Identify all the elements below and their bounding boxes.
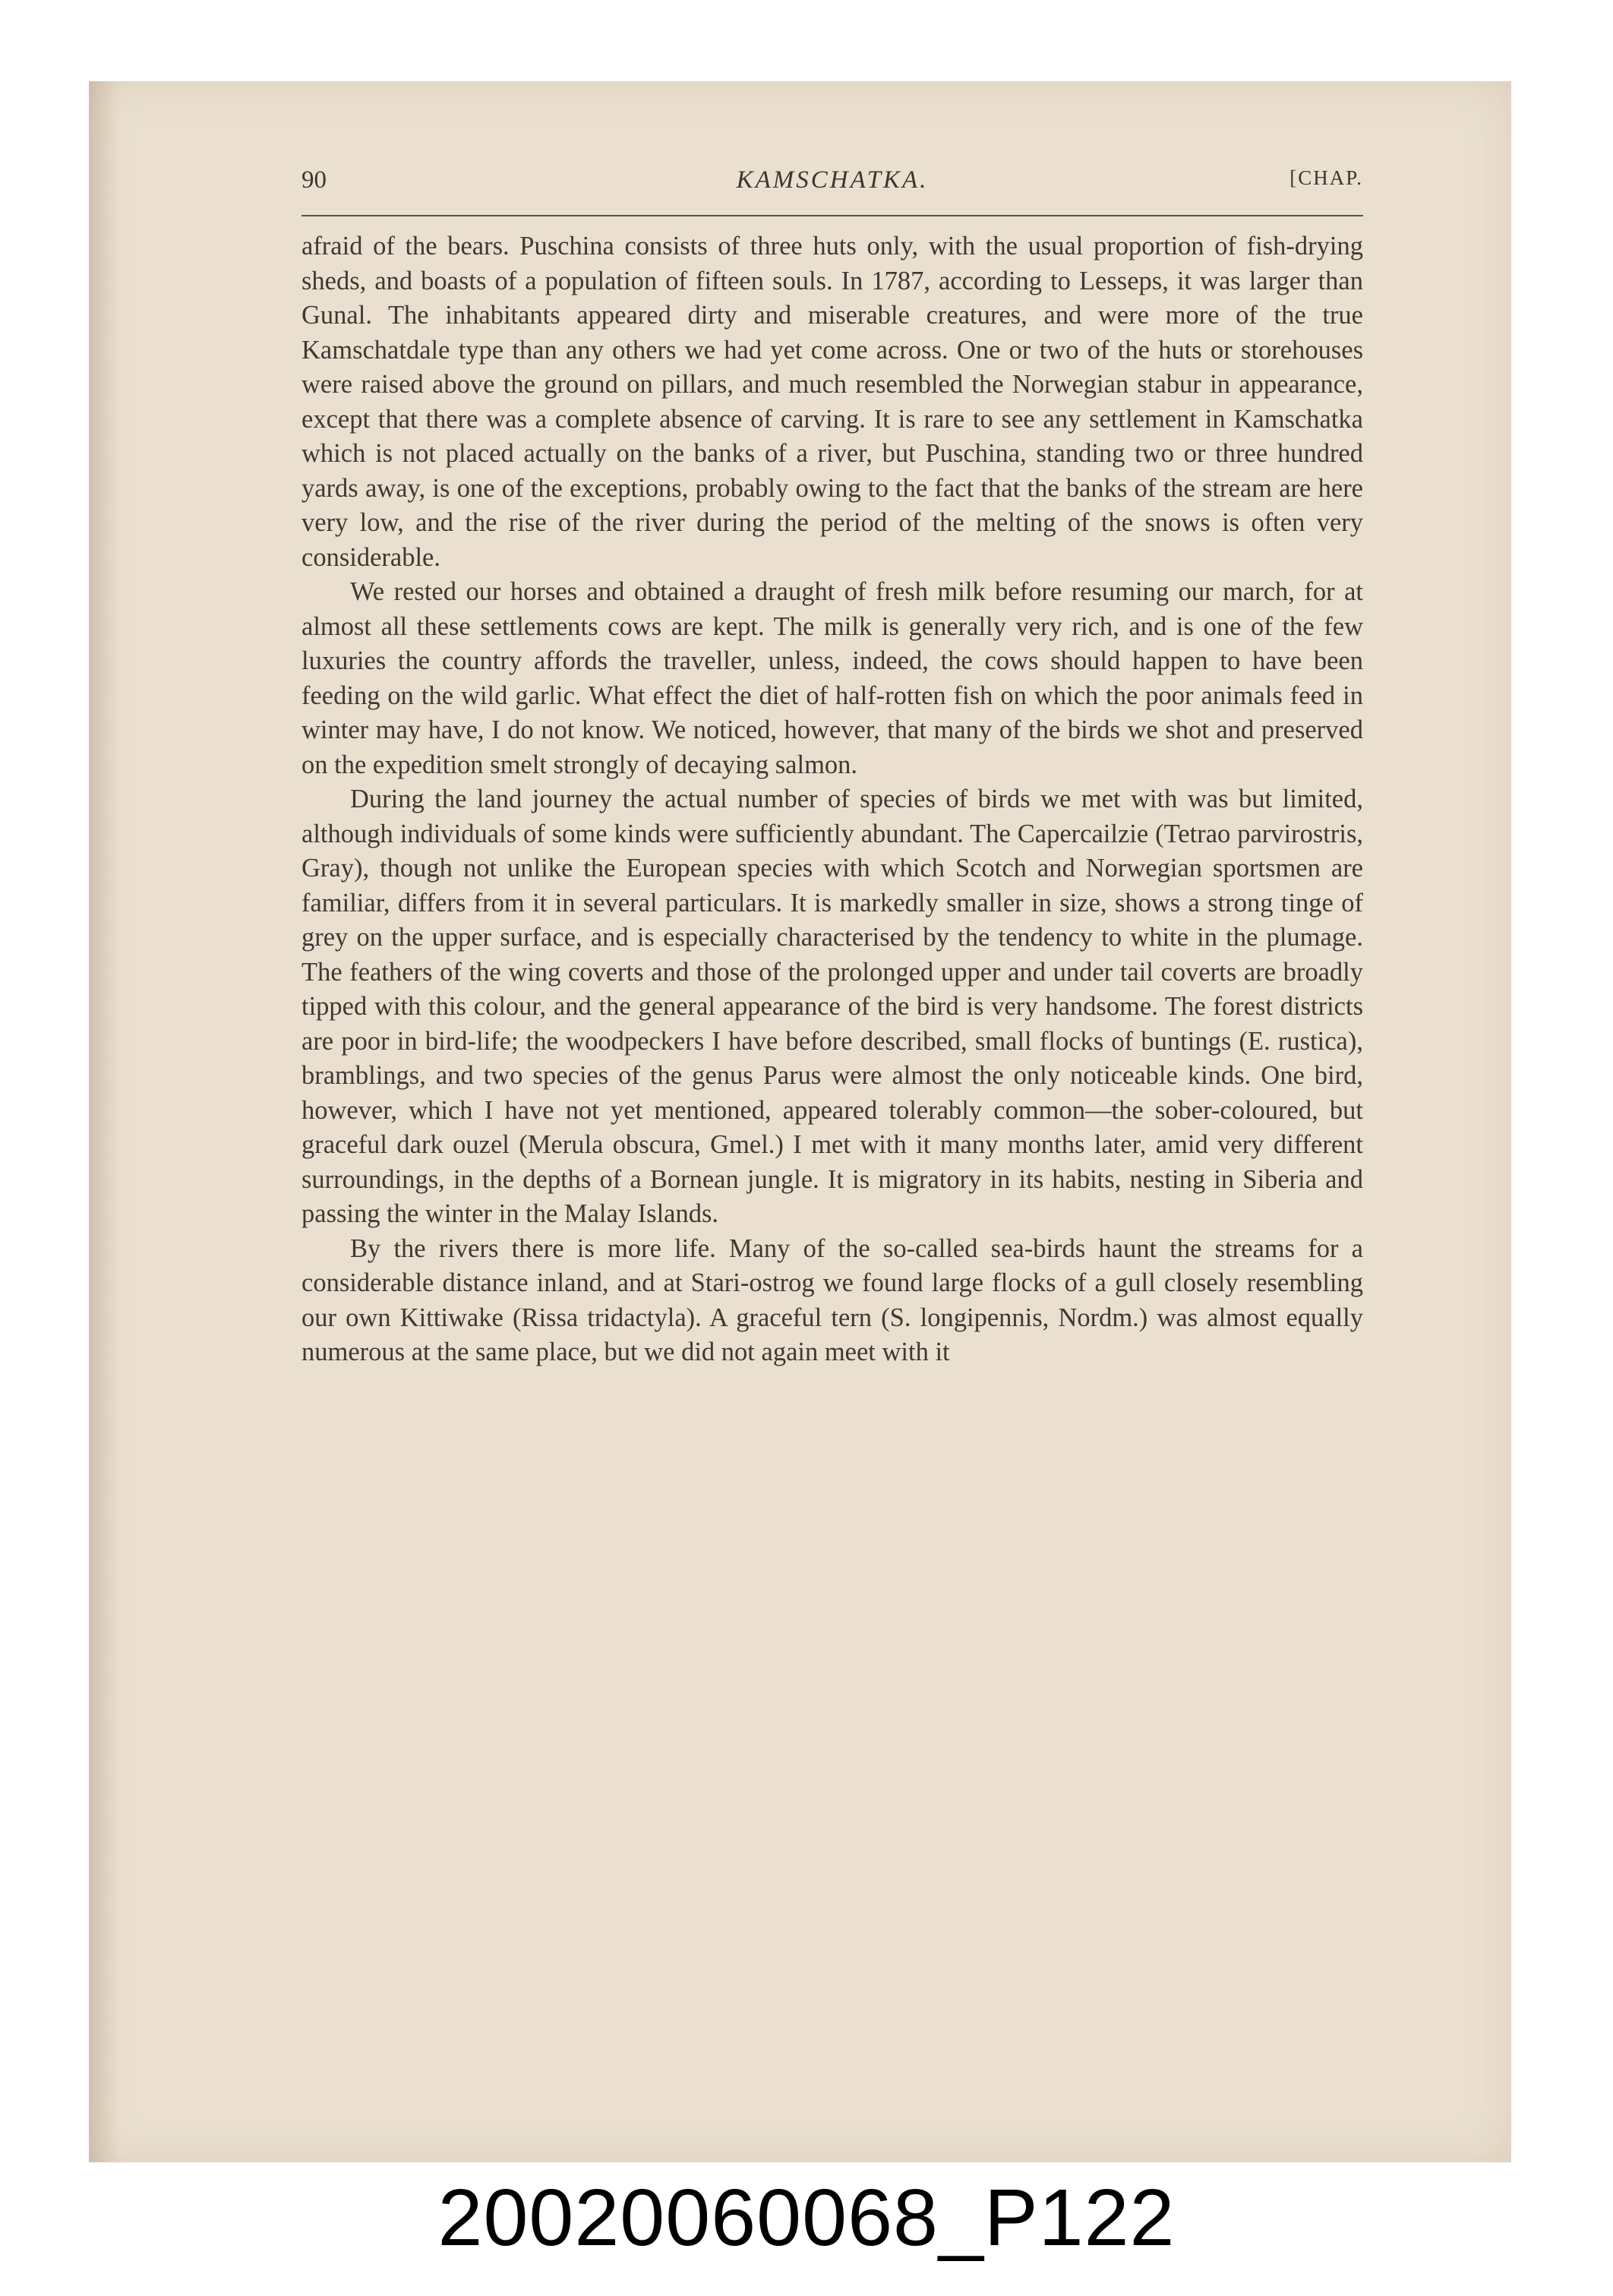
paragraph-1: afraid of the bears. Puschina consists of three huts only, with the usual proportion of fish-drying sheds, and boasts of a population of fifteen souls. In 1787, according to Lesseps, it was larger than Gunal. The inhabitants appeared dirty and miserable creatures, and were more of the true Kamschatdale type than any others we had yet come across. One or two of the huts or storehouses were raised above the ground on pillars, and much resembled the Norwegian stabur in appearance, except that there was a complete absence of carving. It is rare to see any settlement in Kamschatka which is not placed actually on the banks of a river, but Puschina, standing two or three hundred yards away, is one of the exceptions, probably owing to the fact that the banks of the stream are here very low, and the rise of the river during the period of the melting of the snows is often very considerable. — [301, 232, 1363, 572]
page-number: 90 — [301, 166, 327, 194]
running-title: KAMSCHATKA. — [736, 166, 929, 194]
header-rule — [301, 215, 1363, 216]
running-head — [301, 166, 1363, 204]
archive-id-caption: 20020060068_P122 — [437, 2173, 1176, 2263]
paragraph-3: During the land journey the actual number of species of birds we met with was but limited, although individuals of some kinds were sufficiently abundant. The Capercailzie (Tetrao parvirostris, Gray), though not unlike the European species with which Scotch and Norwegian sportsmen are familiar, differs from it in several particulars. It is markedly smaller in size, shows a strong tinge of grey on the upper surface, and is especially characterised by the tendency to white in the plumage. The feathers of the wing coverts and those of the prolonged upper and under tail coverts are broadly tipped with this colour, and the general appearance of the bird is very handsome. The forest districts are poor in bird-life; the woodpeckers I have before described, small flocks of buntings (E. rustica), bramblings, and two species of the genus Parus were almost the only noticeable kinds. One bird, however, which I have not yet mentioned, appeared tolerably common—the sober-coloured, but graceful dark ouzel (Merula obscura, Gmel.) I met with it many months later, amid very different surroundings, in the depths of a Bornean jungle. It is migratory in its habits, nesting in Siberia and passing the winter in the Malay Islands. — [301, 785, 1363, 1228]
body-text — [301, 229, 1363, 1370]
paragraph-2: We rested our horses and obtained a draught of fresh milk before resuming our march, for at almost all these settlements cows are kept. The milk is generally very rich, and is one of the few luxuries the country affords the traveller, unless, indeed, the cows should happen to have been feeding on the wild garlic. What effect the diet of half-rotten fish on which the poor animals feed in winter may have, I do not know. We noticed, however, that many of the birds we shot and preserved on the expedition smelt strongly of decaying salmon. — [301, 577, 1363, 779]
paragraph-4: By the rivers there is more life. Many of the so-called sea-birds haunt the streams for a considerable distance inland, and at Stari-ostrog we found large flocks of a gull closely resembling our own Kittiwake (Rissa tridactyla). A graceful tern (S. longipennis, Nordm.) was almost equally numerous at the same place, but we did not again meet with it — [301, 1233, 1363, 1366]
chapter-mark: [CHAP. — [1289, 166, 1363, 189]
page-binding-edge — [89, 81, 119, 2162]
